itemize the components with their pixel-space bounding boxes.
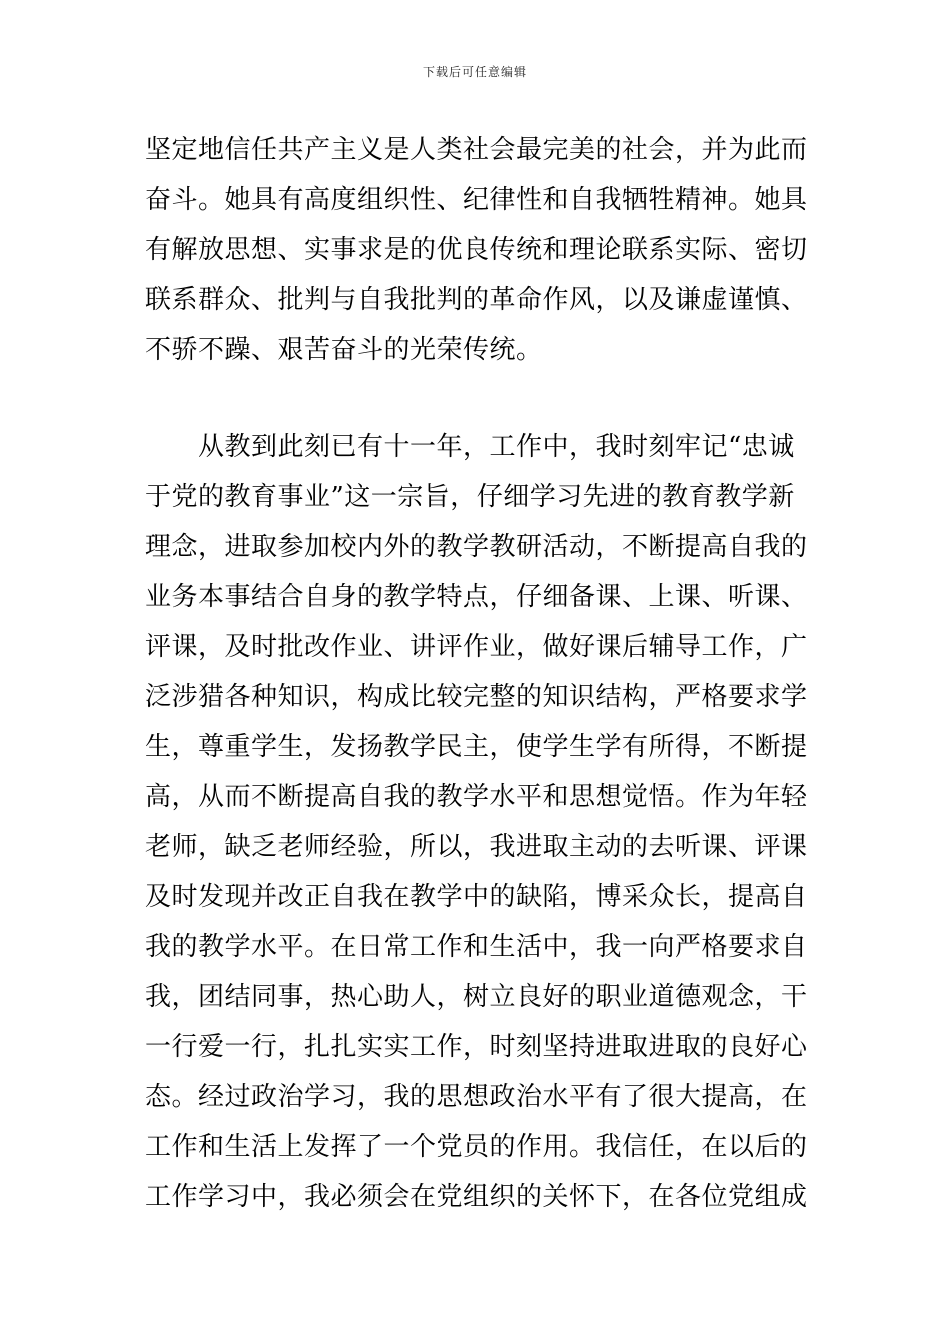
header-note: 下载后可任意编辑 bbox=[422, 65, 527, 79]
paragraph-2 bbox=[145, 422, 810, 1222]
text-line: 及时发现并改正自我在教学中的缺陷，博采众长，提高自 bbox=[145, 882, 808, 912]
text-line: 理念，进取参加校内外的教学教研活动，不断提高自我的 bbox=[145, 532, 808, 562]
text-line: 于党的教育事业”这一宗旨，仔细学习先进的教育教学新 bbox=[145, 482, 795, 512]
text-line: 我的教学水平。在日常工作和生活中，我一向严格要求自 bbox=[145, 932, 808, 962]
text-line: 我，团结同事，热心助人，树立良好的职业道德观念，干 bbox=[145, 982, 808, 1012]
text-line: 从教到此刻已有十一年，工作中，我时刻牢记“忠诚 bbox=[198, 432, 795, 462]
text-line: 坚定地信任共产主义是人类社会最完美的社会，并为此而 bbox=[145, 135, 808, 165]
text-line: 奋斗。她具有高度组织性、纪律性和自我牺牲精神。她具 bbox=[145, 185, 808, 215]
text-line: 生，尊重学生，发扬教学民主，使学生学有所得，不断提 bbox=[145, 732, 808, 762]
text-line: 评课，及时批改作业、讲评作业，做好课后辅导工作，广 bbox=[145, 632, 808, 662]
text-line: 泛涉猎各种知识，构成比较完整的知识结构，严格要求学 bbox=[145, 682, 808, 712]
text-line: 高，从而不断提高自我的教学水平和思想觉悟。作为年轻 bbox=[145, 782, 808, 812]
text-line: 工作和生活上发挥了一个党员的作用。我信任，在以后的 bbox=[145, 1132, 808, 1162]
paragraph-1 bbox=[145, 125, 810, 375]
text-line: 老师，缺乏老师经验，所以，我进取主动的去听课、评课 bbox=[145, 832, 808, 862]
text-line: 一行爱一行，扎扎实实工作，时刻坚持进取进取的良好心 bbox=[145, 1032, 808, 1062]
text-line: 不骄不躁、艰苦奋斗的光荣传统。 bbox=[145, 335, 543, 365]
text-line: 态。经过政治学习，我的思想政治水平有了很大提高，在 bbox=[145, 1082, 808, 1112]
text-line: 工作学习中，我必须会在党组织的关怀下，在各位党组成 bbox=[145, 1182, 808, 1212]
text-line: 有解放思想、实事求是的优良传统和理论联系实际、密切 bbox=[145, 235, 808, 265]
text-line: 业务本事结合自身的教学特点，仔细备课、上课、听课、 bbox=[145, 582, 808, 612]
text-line: 联系群众、批判与自我批判的革命作风，以及谦虚谨慎、 bbox=[145, 285, 808, 315]
